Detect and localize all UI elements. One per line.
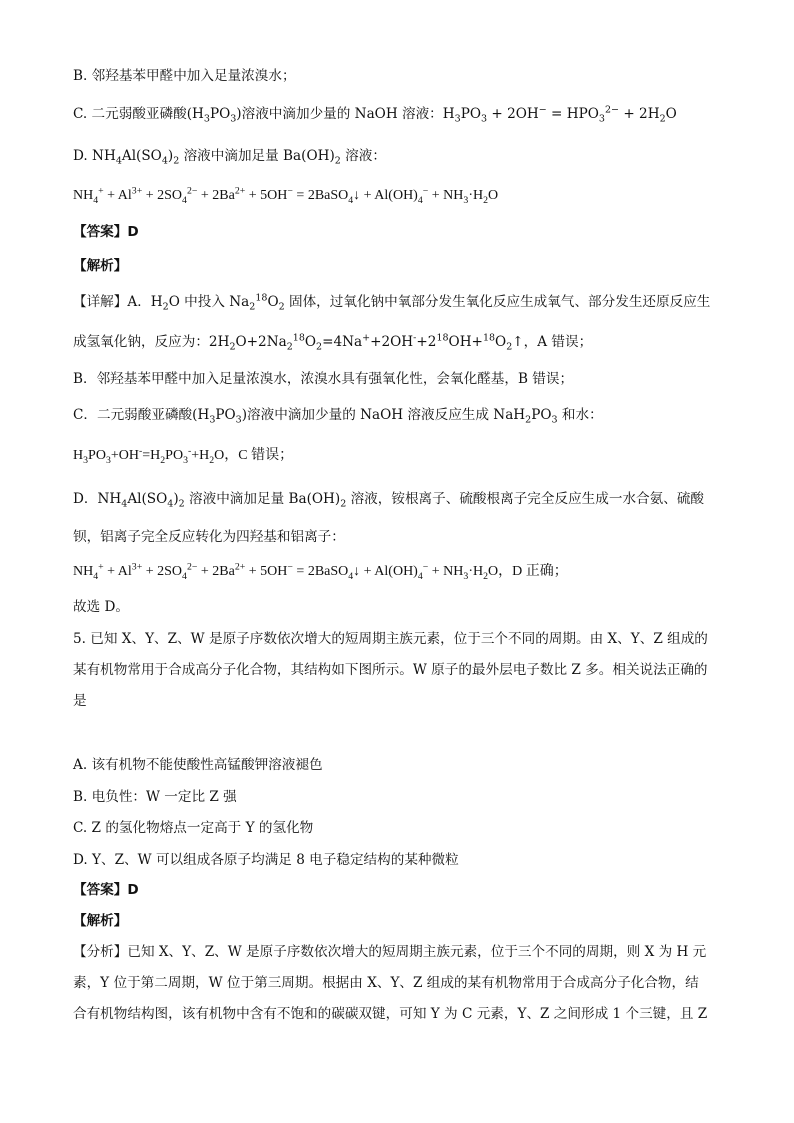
- text-line: 素，Y 位于第二周期，W 位于第三周期。根据由 X、Y、Z 组成的某有机物常用于合成高分子化合物，结: [73, 975, 699, 991]
- text-line: B. 邻羟基苯甲醛中加入足量浓溴水；: [73, 68, 296, 84]
- text-line: C．二元弱酸亚磷酸$(H_3PO_3)$溶液中滴加少量的 NaOH 溶液反应生成 $NaH_2PO_3$ 和水：: [73, 407, 603, 426]
- section-label: 【解析】: [73, 913, 128, 929]
- text-line: C. Z 的氢化物熔点一定高于 Y 的氢化物: [73, 820, 314, 836]
- text-line: $NH_4^+ + Al^{3+} + 2SO_4^{2-} + 2Ba^{2+} + 5OH^-$ = 2BaSO$_4$↓ + $Al(OH)_4^- + NH_3\cdot H_2O$，D 正确；: [73, 561, 568, 582]
- text-line: 故选 D。: [73, 599, 130, 615]
- text-line: 合有机物结构图，该有机物中含有不饱和的碳碳双键，可知 Y 为 C 元素，Y、Z 之间形成 1 个三键，且 Z: [73, 1006, 708, 1022]
- text-line: D. $NH_4Al(SO_4)_2$ 溶液中滴加足量 $Ba(OH)_2$ 溶液：: [73, 148, 386, 167]
- text-line: 【详解】A．$H_2O$ 中投入 $Na_2^{18}O_2$ 固体，过氧化钠中氧部分发生氧化反应生成氧气、部分发生还原反应生: [73, 292, 711, 313]
- text-line: D. Y、Z、W 可以组成各原子均满足 8 电子稳定结构的某种微粒: [73, 852, 459, 868]
- section-label: 【答案】D: [73, 224, 139, 240]
- text-line: 是: [73, 693, 87, 709]
- text-line: 钡，铝离子完全反应转化为四羟基和铝离子：: [73, 529, 345, 545]
- text-line: 成氢氧化钠，反应为：$2H_2O+2Na_2^{18}O_2=4Na^++2OH^-+2^{18}OH+^{18}O_2↑$，A 错误；: [73, 332, 593, 353]
- section-label: 【解析】: [73, 258, 128, 274]
- text-line: 某有机物常用于合成高分子化合物，其结构如下图所示。W 原子的最外层电子数比 Z 多。相关说法正确的: [73, 662, 708, 678]
- text-line: C. 二元弱酸亚磷酸$(H_3PO_3)$溶液中滴加少量的 NaOH 溶液：$H_3PO_3 + 2OH^- = HPO_3^{2-} + 2H_2O$: [73, 104, 677, 125]
- text-line: 5. 已知 X、Y、Z、W 是原子序数依次增大的短周期主族元素，位于三个不同的周期。由 X、Y、Z 组成的: [73, 631, 708, 647]
- text-line: $NH_4^+ + Al^{3+} + 2SO_4^{2-} + 2Ba^{2+} + 5OH^-$ = 2BaSO$_4$↓ + $Al(OH)_4^- + NH_3\cdot H_2O$: [73, 185, 499, 206]
- text-line: $H_3PO_3+OH^-=H_2PO_3^-+H_2O$，C 错误；: [73, 445, 294, 466]
- text-line: B. 电负性：W 一定比 Z 强: [73, 789, 237, 805]
- text-line: D．$NH_4Al(SO_4)_2$ 溶液中滴加足量 $Ba(OH)_2$ 溶液，铵根离子、硫酸根离子完全反应生成一水合氨、硫酸: [73, 491, 705, 510]
- text-line: A. 该有机物不能使酸性高锰酸钾溶液褪色: [73, 757, 323, 773]
- section-label: 【答案】D: [73, 882, 139, 898]
- text-line: 【分析】已知 X、Y、Z、W 是原子序数依次增大的短周期主族元素，位于三个不同的周期，则 X 为 H 元: [73, 944, 707, 960]
- text-line: B．邻羟基苯甲醛中加入足量浓溴水，浓溴水具有强氧化性，会氧化醛基，B 错误；: [73, 371, 574, 387]
